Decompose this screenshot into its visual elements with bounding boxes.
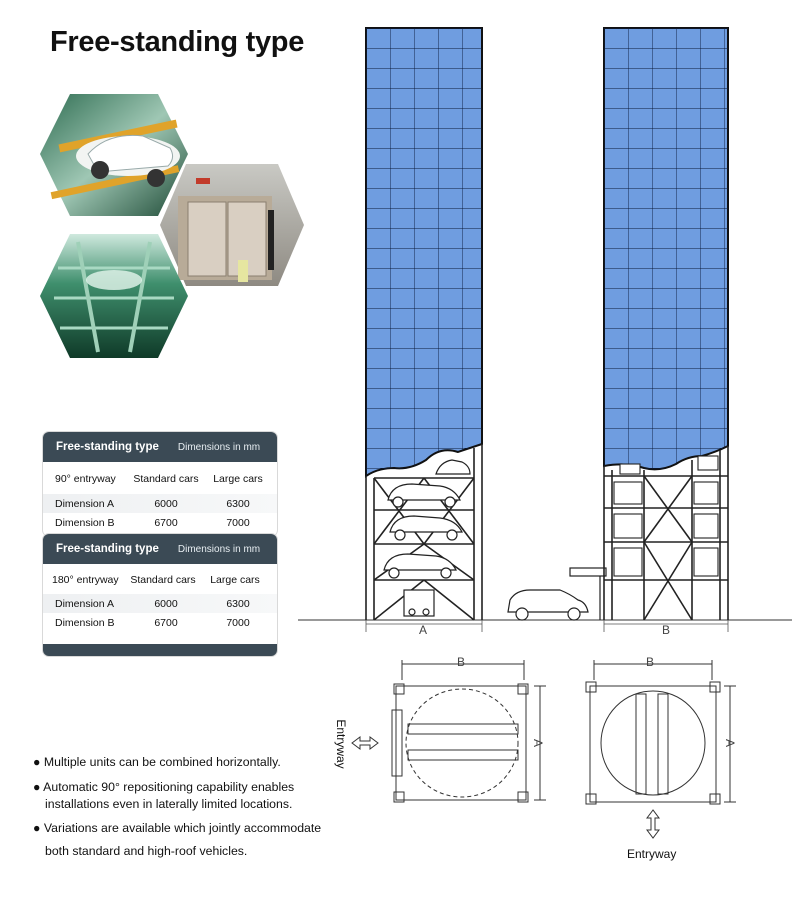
row-label: Dimension A	[55, 497, 114, 510]
cell-large: 7000	[226, 516, 250, 529]
table-unit: Dimensions in mm	[177, 543, 261, 555]
tower-180-entryway	[604, 28, 728, 632]
table-title: Free-standing type	[56, 543, 159, 555]
plan1-dim-b-label: B	[457, 655, 466, 669]
dim-b-label: B	[662, 623, 671, 637]
page-title: Free-standing type	[50, 26, 305, 58]
bullet-text: Multiple units can be combined horizontally.	[43, 755, 281, 769]
col-header-large: Large cars	[213, 473, 263, 485]
list-item-continuation: installations even in laterally limited locations.	[45, 797, 293, 811]
list-item: ● Variations are available which jointly accommodate	[33, 821, 322, 835]
entryway-left-label: Entryway	[334, 719, 348, 769]
cell-large: 7000	[226, 616, 250, 629]
list-item-continuation: both standard and high-roof vehicles.	[45, 844, 248, 858]
plan-180-entryway	[586, 660, 736, 838]
plan2-dim-b-label: B	[646, 655, 655, 669]
list-item: ● Multiple units can be combined horizontally.	[33, 755, 281, 769]
tower-90-entryway	[366, 28, 482, 632]
plan-90-entryway	[352, 660, 546, 802]
plan2-dim-a-label: A	[723, 738, 738, 748]
cell-standard: 6000	[154, 597, 178, 610]
plan1-dim-a-label: A	[531, 738, 546, 748]
table-unit: Dimensions in mm	[177, 441, 261, 453]
cell-standard: 6700	[154, 516, 178, 529]
table-title: Free-standing type	[56, 441, 159, 453]
col-header-standard: Standard cars	[130, 574, 196, 586]
bullet-text: Variations are available which jointly accommodate	[43, 821, 322, 835]
cell-large: 6300	[226, 497, 250, 510]
cell-standard: 6000	[154, 497, 178, 510]
col-header-entryway: 180° entryway	[52, 574, 119, 586]
entryway-bottom-label: Entryway	[627, 847, 677, 861]
cell-large: 6300	[226, 597, 250, 610]
street-car	[508, 568, 606, 620]
dim-a-label: A	[419, 623, 428, 637]
col-header-standard: Standard cars	[133, 473, 199, 485]
col-header-entryway: 90° entryway	[55, 473, 116, 485]
row-label: Dimension A	[55, 597, 114, 610]
bullet-text: Automatic 90° repositioning capability enables	[43, 780, 295, 794]
col-header-large: Large cars	[210, 574, 260, 586]
row-label: Dimension B	[55, 516, 115, 529]
row-label: Dimension B	[55, 616, 115, 629]
list-item: ● Automatic 90° repositioning capability enables	[33, 780, 295, 794]
floor-plan-drawings	[340, 650, 760, 850]
cell-standard: 6700	[154, 616, 178, 629]
